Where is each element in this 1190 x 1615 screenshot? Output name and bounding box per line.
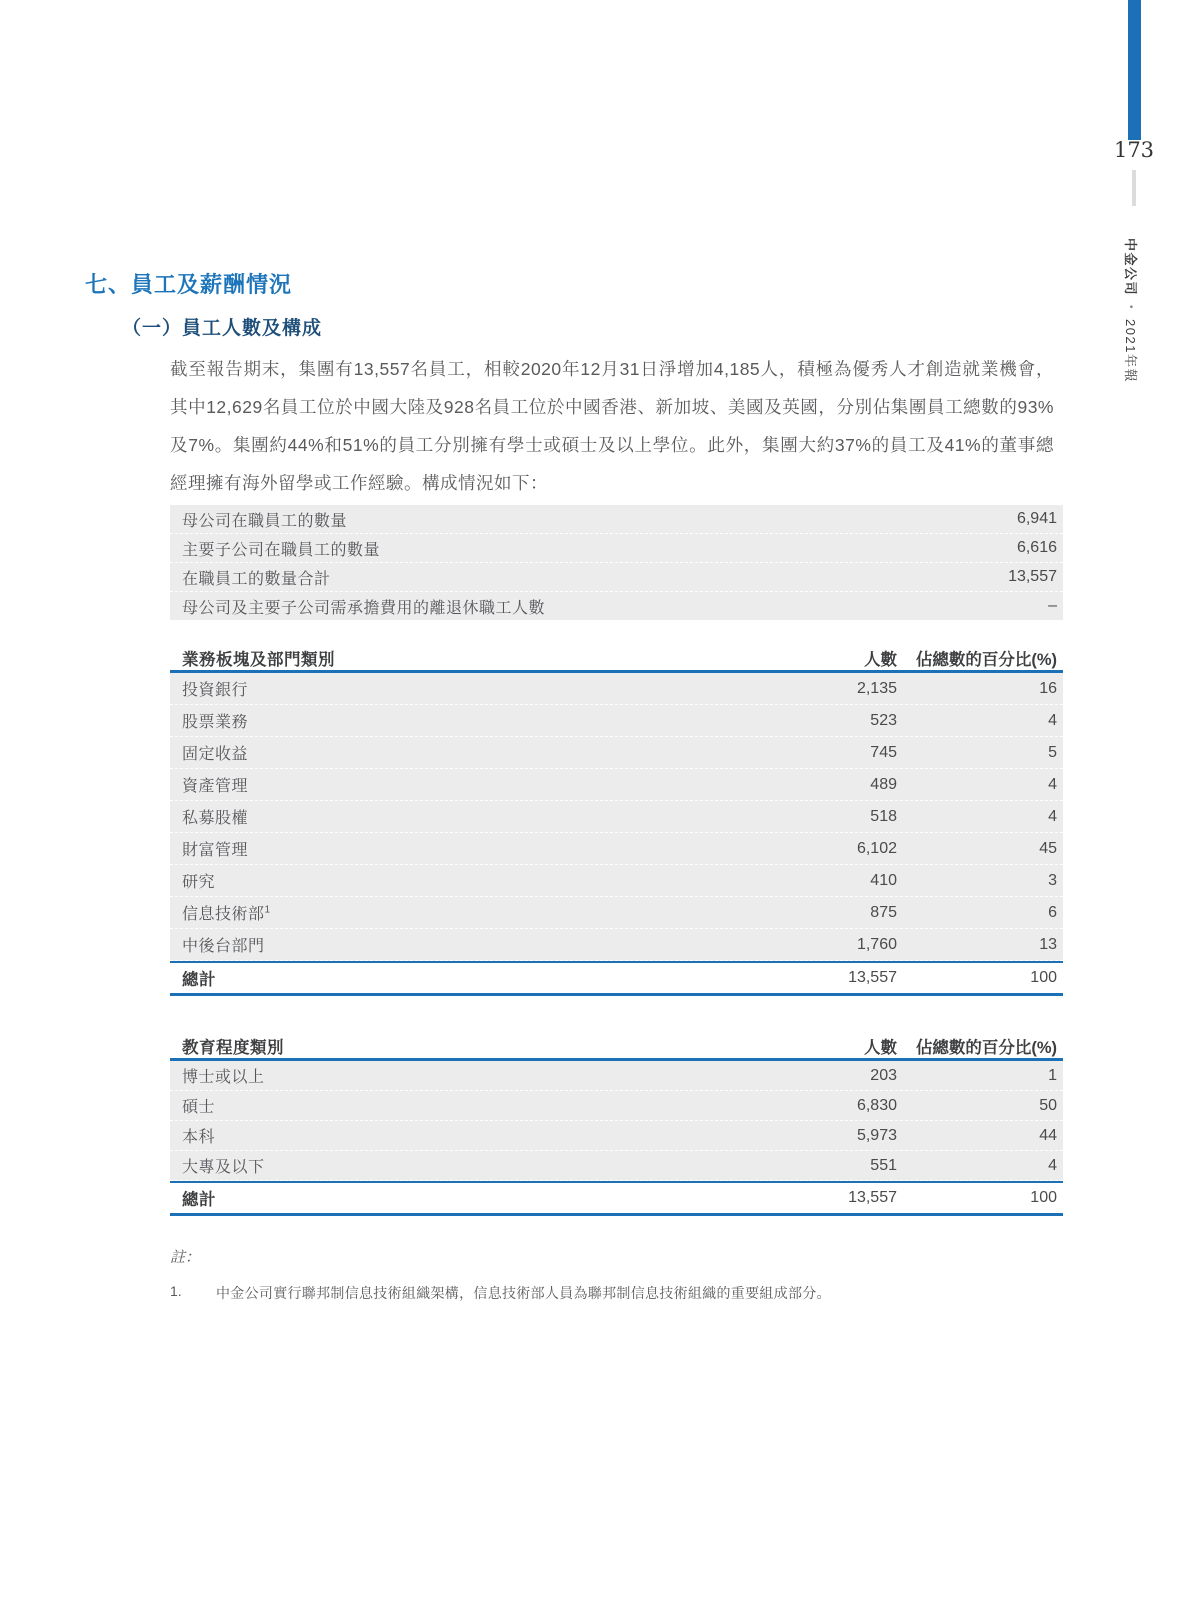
footnote-number: 1. (170, 1283, 182, 1299)
row-label: 主要子公司在職員工的數量 (182, 541, 381, 559)
intro-paragraph: 截至報告期末，集團有13,557名員工，相較2020年12月31日淨增加4,185人，積極為優秀人才創造就業機會，其中12,629名員工位於中國大陸及928名員工位於中國香港、新加坡、美國及英國，分別佔集團員工總數的93%及7%。集團約44%和51%的員工分別擁有學士或碩士及以上學位。此外，集團大約37%的員工及41%的董事總經理擁有海外留學或工作經驗。構成情況如下： (170, 359, 1054, 493)
section-title: 七、員工及薪酬情況 (85, 272, 293, 297)
row-percent: 50 (1039, 1096, 1057, 1114)
table-row (170, 769, 1063, 801)
row-percent: 5 (1048, 743, 1057, 761)
row-percent: 45 (1039, 839, 1057, 857)
table-row (170, 1151, 1063, 1181)
table-row (170, 563, 1063, 592)
row-count: 489 (870, 775, 897, 793)
footnote-item (170, 1283, 1054, 1303)
row-value: 6,941 (1016, 510, 1057, 527)
row-label: 本科 (182, 1129, 216, 1146)
row-label: 中後台部門 (182, 938, 265, 955)
page-number: 173 (1113, 138, 1155, 162)
row-count: 551 (870, 1156, 897, 1174)
row-percent: 4 (1048, 775, 1057, 793)
col-header-category: 教育程度類別 (182, 1039, 284, 1057)
row-label: 碩士 (182, 1099, 216, 1116)
row-count: 1,760 (856, 935, 897, 953)
row-count: 410 (870, 871, 897, 889)
table-row (170, 673, 1063, 705)
education-table (170, 1032, 1063, 1216)
row-count: 6,830 (856, 1096, 897, 1114)
row-label: 財富管理 (182, 842, 249, 859)
row-count: 518 (870, 807, 897, 825)
row-value: – (1048, 597, 1057, 614)
education-table-total-row (170, 1181, 1063, 1216)
col-header-percent: 佔總數的百分比(%) (915, 1039, 1057, 1057)
row-percent: 13 (1039, 935, 1057, 953)
total-count: 13,557 (848, 1189, 897, 1206)
row-value: 6,616 (1016, 539, 1057, 556)
table-row (170, 1091, 1063, 1121)
table-row (170, 1061, 1063, 1091)
row-label: 母公司及主要子公司需承擔費用的離退休職工人數 (182, 599, 546, 617)
row-percent: 3 (1048, 871, 1057, 889)
side-caption-company: 中金公司 (1123, 238, 1138, 297)
total-count: 13,557 (848, 969, 897, 986)
table-row (170, 801, 1063, 833)
table-row (170, 705, 1063, 737)
table-row (170, 737, 1063, 769)
row-label: 研究 (182, 874, 216, 891)
row-percent: 44 (1039, 1126, 1057, 1144)
total-label: 總計 (182, 971, 216, 989)
col-header-count: 人數 (864, 651, 897, 669)
row-label: 博士或以上 (182, 1069, 265, 1086)
row-label: 在職員工的數量合計 (182, 570, 331, 588)
total-percent: 100 (1030, 1189, 1057, 1206)
page-number-rule (1132, 170, 1136, 206)
col-header-category: 業務板塊及部門類別 (182, 651, 335, 669)
side-caption (1122, 238, 1141, 383)
row-label: 信息技術部$^1$ (182, 904, 271, 923)
row-percent: 4 (1048, 711, 1057, 729)
department-table (170, 644, 1063, 996)
row-count: 5,973 (856, 1126, 897, 1144)
col-header-percent: 佔總數的百分比(%) (915, 651, 1057, 669)
row-label: 固定收益 (182, 746, 249, 763)
row-count: 6,102 (856, 839, 897, 857)
row-label: 大專及以下 (182, 1159, 265, 1176)
table-row (170, 592, 1063, 620)
side-caption-bullet-icon: • (1125, 305, 1136, 311)
footnote-marker: 1 (264, 904, 271, 916)
total-percent: 100 (1030, 969, 1057, 986)
row-percent: 6 (1048, 903, 1057, 921)
department-table-total-row (170, 961, 1063, 996)
row-percent: 4 (1048, 1156, 1057, 1174)
table-row (170, 897, 1063, 929)
row-count: 2,135 (856, 679, 897, 697)
row-count: 203 (870, 1066, 897, 1084)
row-label: 投資銀行 (182, 682, 249, 699)
col-header-count: 人數 (864, 1039, 897, 1057)
row-count: 745 (870, 743, 897, 761)
row-percent: 16 (1039, 679, 1057, 697)
top-accent-bar (1128, 0, 1141, 140)
row-percent: 4 (1048, 807, 1057, 825)
row-label: 母公司在職員工的數量 (182, 512, 348, 530)
footnote-text: 中金公司實行聯邦制信息技術組織架構，信息技術部人員為聯邦制信息技術組織的重要組成部分。 (216, 1285, 831, 1301)
row-value: 13,557 (1008, 568, 1057, 585)
row-label: 私募股權 (182, 810, 249, 827)
table-row (170, 865, 1063, 897)
headcount-summary-table (170, 505, 1063, 620)
row-count: 875 (870, 903, 897, 921)
row-label: 資產管理 (182, 778, 249, 795)
section-subtitle: （一）員工人數及構成 (122, 318, 323, 339)
side-caption-year: 2021年報 (1123, 319, 1138, 383)
education-table-header (170, 1032, 1063, 1061)
row-percent: 1 (1048, 1066, 1057, 1084)
table-row (170, 929, 1063, 961)
row-label: 股票業務 (182, 714, 249, 731)
row-count: 523 (870, 711, 897, 729)
table-row (170, 505, 1063, 534)
department-table-header (170, 644, 1063, 673)
table-row (170, 833, 1063, 865)
table-row (170, 1121, 1063, 1151)
notes-title: 註： (170, 1250, 201, 1266)
table-row (170, 534, 1063, 563)
total-label: 總計 (182, 1191, 216, 1209)
